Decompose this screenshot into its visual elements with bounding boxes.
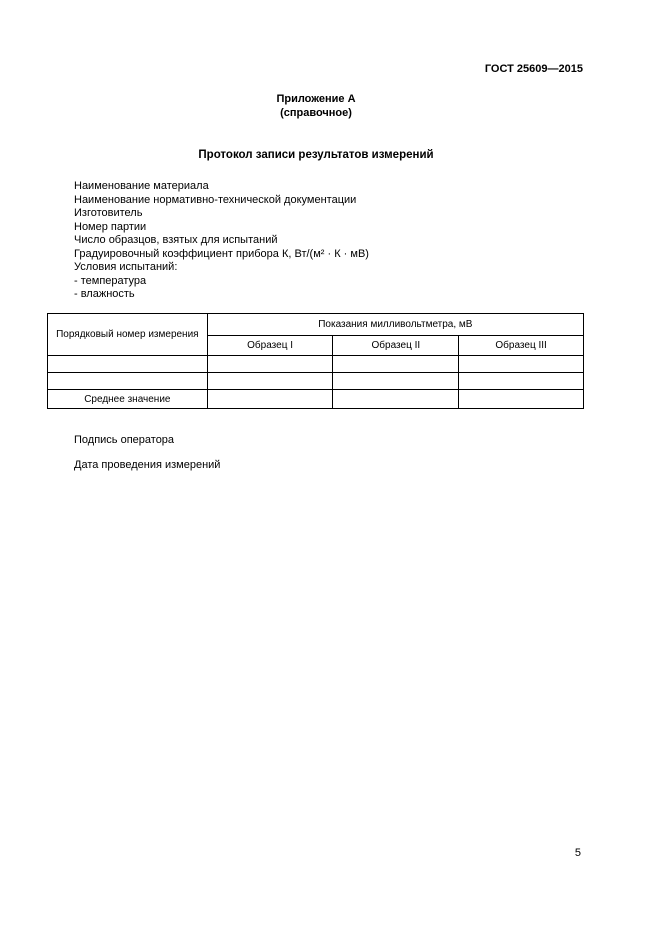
table-header-sample-1: Образец I [207,336,333,356]
field-test-conditions: Условия испытаний: [74,261,178,273]
table-header-readings-group: Показания милливольтметра, мВ [207,314,583,336]
field-batch-number: Номер партии [74,220,147,233]
table-row-mean-value [48,390,584,409]
field-documentation: Наименование нормативно-технической документации [74,193,357,206]
table-cell [459,356,584,373]
footer-fields [74,434,220,484]
table-row [48,373,584,390]
page-number: 5 [574,847,581,859]
table-cell [459,390,584,409]
table-header-sample-3: Образец III [459,336,584,356]
page-title: Протокол записи результатов измерений [198,149,434,161]
document-code: ГОСТ 25609—2015 [484,63,583,75]
appendix-heading [74,92,558,120]
table-cell [48,356,208,373]
table-cell [459,373,584,390]
table-cell [333,373,459,390]
appendix-label: Приложение А [276,93,356,105]
table-cell [333,390,459,409]
field-material: Наименование материала [74,180,209,192]
field-humidity: - влажность [74,288,135,300]
table-cell [207,390,333,409]
table-cell-mean-label: Среднее значение [48,390,208,409]
measurements-table [47,313,584,409]
field-temperature: - температура [74,274,147,287]
table-cell [333,356,459,373]
table-header-sample-2: Образец II [333,336,459,356]
table-cell [207,373,333,390]
table-cell [207,356,333,373]
field-sample-count: Число образцов, взятых для испытаний [74,234,278,246]
table-header-measurement-number: Порядковый номер измерения [48,314,208,356]
table-cell [48,373,208,390]
appendix-sublabel: (справочное) [280,107,352,119]
field-manufacturer: Изготовитель [74,207,143,219]
field-calibration-coefficient: Градуировочный коэффициент прибора К, Вт/(м² · К · мВ) [74,247,369,260]
field-operator-signature: Подпись оператора [74,434,175,446]
protocol-fields [74,180,574,302]
table-row [48,356,584,373]
field-measurement-date: Дата проведения измерений [74,459,221,471]
